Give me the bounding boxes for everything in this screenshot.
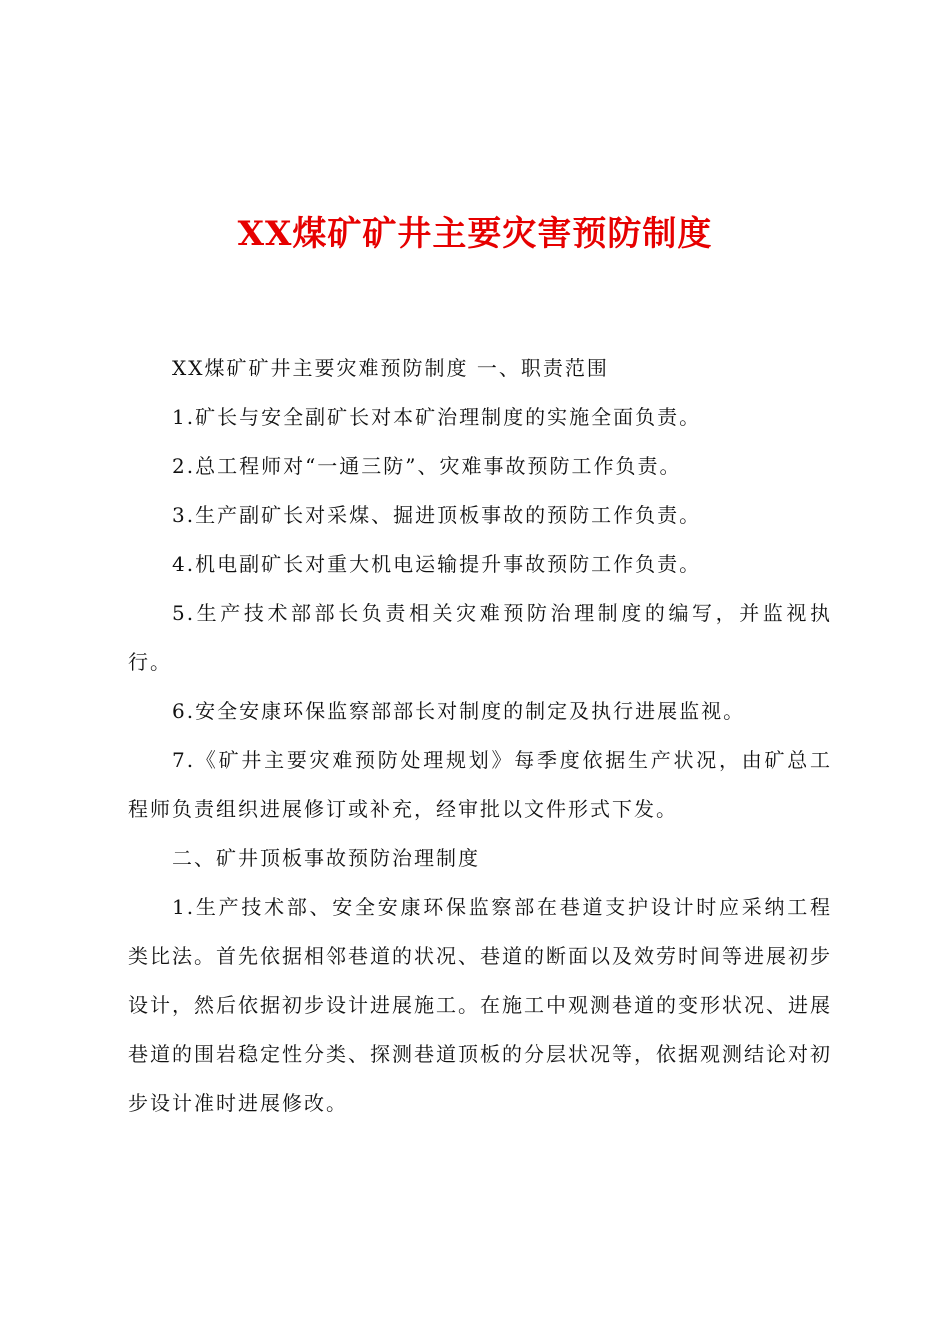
paragraph-intro: XX煤矿矿井主要灾难预防制度 一、职责范围 — [172, 356, 609, 380]
paragraph-item-5: 5.生产技术部部长负责相关灾难预防治理制度的编写，并监视执行。 — [128, 601, 832, 674]
document-body — [128, 344, 832, 1128]
section-heading-2: 二、矿井顶板事故预防治理制度 — [172, 846, 480, 870]
paragraph-item-6: 6.安全安康环保监察部部长对制度的制定及执行进展监视。 — [172, 699, 746, 723]
paragraph-item-2: 2.总工程师对“一通三防”、灾难事故预防工作负责。 — [172, 454, 682, 478]
paragraph-item-1: 1.矿长与安全副矿长对本矿治理制度的实施全面负责。 — [172, 405, 702, 429]
paragraph-section-2-item-1: 1.生产技术部、安全安康环保监察部在巷道支护设计时应采纳工程类比法。首先依据相邻巷道的状况、巷道的断面以及效劳时间等进展初步设计，然后依据初步设计进展施工。在施工中观测巷道的变形状况、进展巷道的围岩稳定性分类、探测巷道顶板的分层状况等，依据观测结论对初步设计准时进展修改。 — [128, 895, 832, 1115]
paragraph-item-4: 4.机电副矿长对重大机电运输提升事故预防工作负责。 — [172, 552, 702, 576]
document-title: XX煤矿矿井主要灾害预防制度 — [237, 214, 713, 254]
paragraph-item-3: 3.生产副矿长对采煤、掘进顶板事故的预防工作负责。 — [172, 503, 702, 527]
paragraph-item-7: 7.《矿井主要灾难预防处理规划》每季度依据生产状况，由矿总工程师负责组织进展修订或补充，经审批以文件形式下发。 — [128, 748, 832, 821]
